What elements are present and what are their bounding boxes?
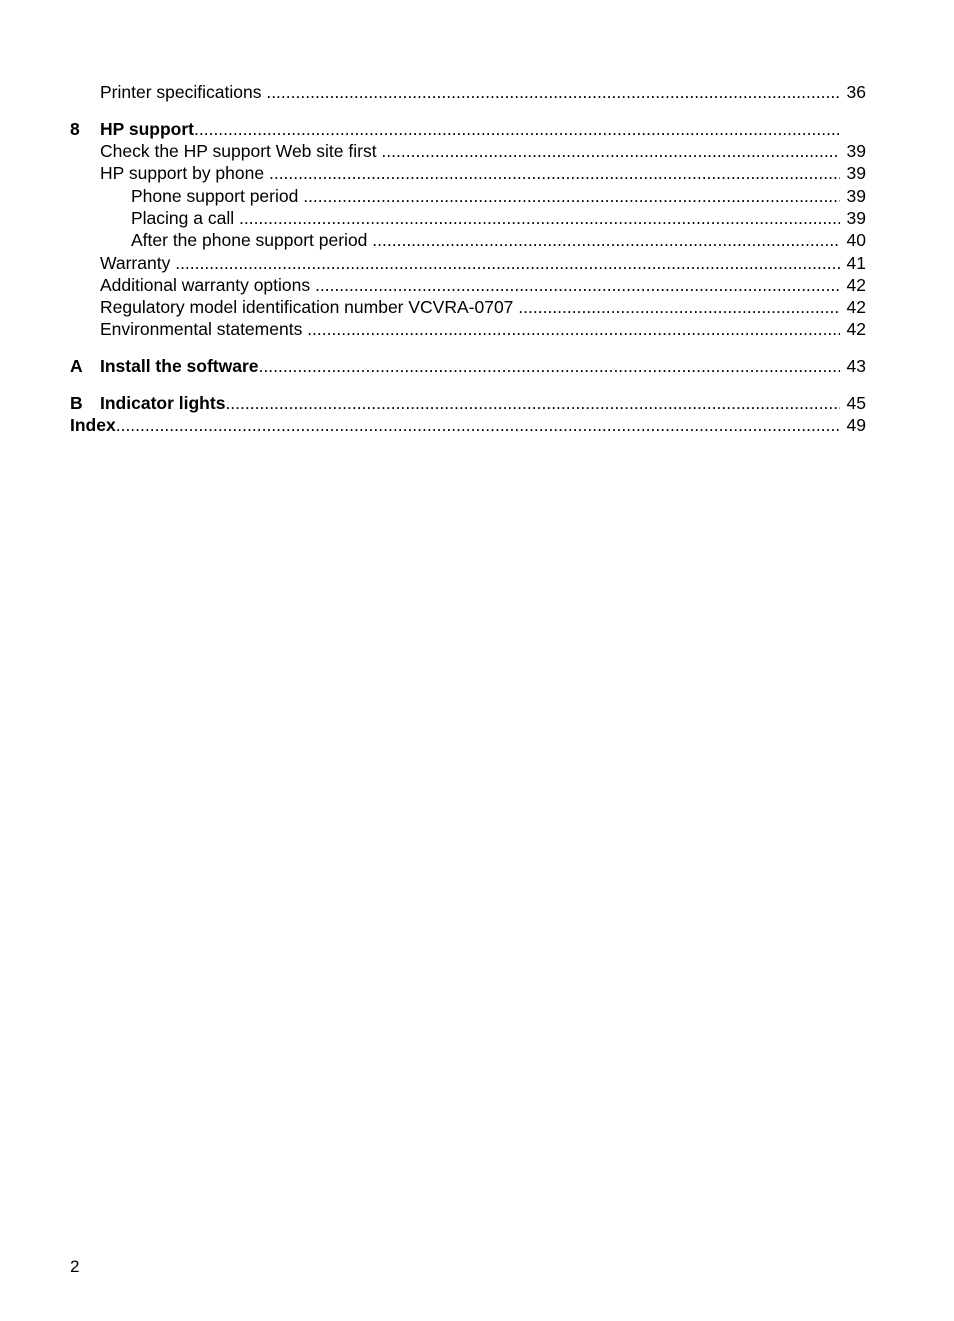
toc-entry-title: HP support by phone — [100, 163, 265, 184]
toc-entry-title: Environmental statements — [100, 319, 303, 340]
chapter-number: 8 — [70, 118, 80, 139]
toc-index[interactable] — [70, 414, 866, 436]
toc-entry-title: Check the HP support Web site first — [100, 141, 377, 162]
appendix-title: Install the software — [100, 356, 259, 377]
toc-entry-page: 39 — [846, 207, 866, 228]
toc-entry-page: 42 — [846, 274, 866, 295]
toc-entry-additional-warranty-options[interactable] — [70, 274, 866, 296]
toc-entry-title: Phone support period — [131, 185, 299, 206]
toc-entry-title: Printer specifications — [100, 82, 262, 102]
toc-entry-page: 43 — [846, 356, 866, 377]
toc-entry-check-hp-support-web-site[interactable] — [70, 140, 866, 162]
toc-entry-page: 42 — [846, 297, 866, 318]
toc-entry-title: Additional warranty options — [100, 274, 311, 295]
toc-entry-printer-specifications[interactable] — [70, 81, 866, 103]
toc-entry-environmental-statements[interactable] — [70, 318, 866, 340]
toc-entry-page: 49 — [846, 415, 866, 436]
toc-entry-page: 39 — [846, 141, 866, 162]
toc-entry-page: 36 — [846, 82, 866, 102]
table-of-contents — [70, 81, 866, 437]
toc-entry-page: 40 — [846, 230, 866, 251]
toc-entry-warranty[interactable] — [70, 252, 866, 274]
toc-entry-page: 39 — [846, 185, 866, 206]
toc-entry-hp-support-by-phone[interactable] — [70, 162, 866, 184]
chapter-title: HP support — [100, 118, 194, 139]
appendix-letter: B — [70, 393, 83, 414]
index-title: Index — [70, 415, 116, 436]
toc-entry-page: 45 — [846, 393, 866, 414]
toc-entry-page: 41 — [846, 252, 866, 273]
appendix-letter: A — [70, 356, 83, 377]
toc-chapter-hp-support[interactable] — [70, 118, 866, 140]
page-number: 2 — [70, 1257, 80, 1276]
toc-appendix-indicator-lights[interactable] — [70, 392, 866, 414]
toc-appendix-install-software[interactable] — [70, 355, 866, 377]
toc-entry-placing-a-call[interactable] — [70, 207, 866, 229]
toc-entry-phone-support-period[interactable] — [70, 185, 866, 207]
toc-entry-title: Regulatory model identification number VCVRA-0707 — [100, 297, 514, 318]
toc-entry-page: 39 — [846, 163, 866, 184]
toc-entry-title: After the phone support period — [131, 230, 368, 251]
toc-entry-page: 42 — [846, 319, 866, 340]
toc-entry-title: Warranty — [100, 252, 171, 273]
toc-entry-after-phone-support-period[interactable] — [70, 229, 866, 251]
toc-entry-title: Placing a call — [131, 207, 235, 228]
toc-entry-regulatory-model-id[interactable] — [70, 296, 866, 318]
appendix-title: Indicator lights — [100, 393, 226, 414]
